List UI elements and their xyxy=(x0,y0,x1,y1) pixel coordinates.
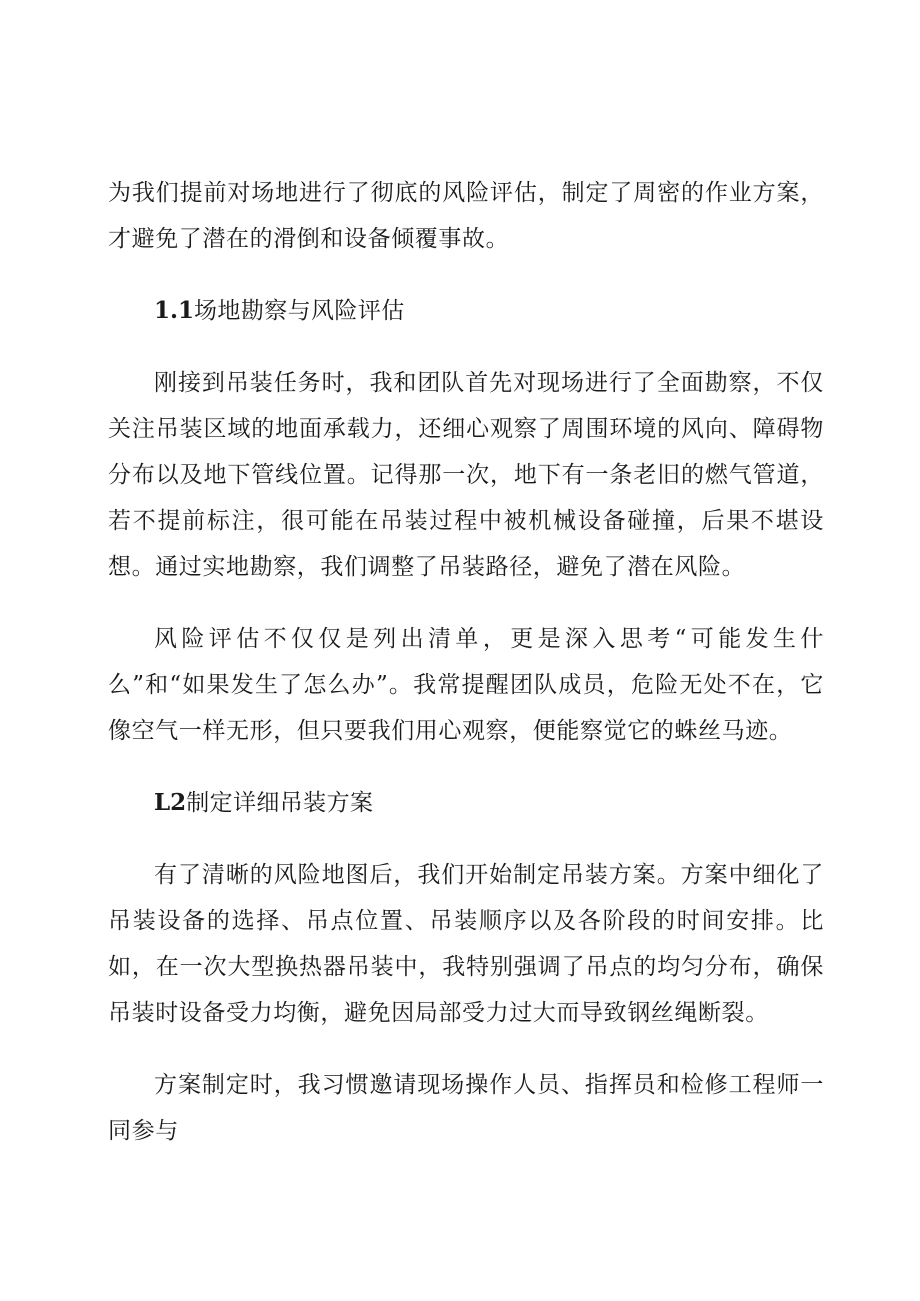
paragraph-gap xyxy=(108,754,824,780)
paragraph-plan-participants: 方案制定时，我习惯邀请现场操作人员、指挥员和检修工程师一同参与 xyxy=(108,1072,824,1144)
paragraph-continuation: 为我们提前对场地进行了彻底的风险评估，制定了周密的作业方案，才避免了潜在的滑倒和设备倾覆事故。 xyxy=(108,180,824,252)
paragraph-site-survey: 刚接到吊装任务时，我和团队首先对现场进行了全面勘察，不仅关注吊装区域的地面承载力，还细心观察了周围环境的风向、障碍物分布以及地下管线位置。记得那一次，地下有一条老旧的燃气管道，若不提前标注，很可能在吊装过程中被机械设备碰撞，后果不堪设想。通过实地勘察，我们调整了吊装路径，避免了潜在风险。 xyxy=(108,370,824,580)
paragraph-gap xyxy=(108,262,824,288)
paragraph-gap xyxy=(108,334,824,360)
section-number: L2 xyxy=(154,789,187,816)
section-title: 场地勘察与风险评估 xyxy=(194,298,405,324)
paragraph-risk-assessment: 风险评估不仅仅是列出清单，更是深入思考“可能发生什么”和“如果发生了怎么办”。我常提醒团队成员，危险无处不在，它像空气一样无形，但只要我们用心观察，便能察觉它的蛛丝马迹。 xyxy=(108,626,824,744)
section-title: 制定详细吊装方案 xyxy=(186,790,374,816)
section-heading-1-1 xyxy=(108,288,824,334)
section-heading-1-2 xyxy=(108,780,824,826)
section-number: 1.1 xyxy=(154,297,195,324)
paragraph-gap xyxy=(108,1036,824,1062)
document-body xyxy=(108,170,824,1154)
paragraph-gap xyxy=(108,826,824,852)
paragraph-lifting-plan: 有了清晰的风险地图后，我们开始制定吊装方案。方案中细化了吊装设备的选择、吊点位置、吊装顺序以及各阶段的时间安排。比如，在一次大型换热器吊装中，我特别强调了吊点的均匀分布，确保吊装时设备受力均衡，避免因局部受力过大而导致钢丝绳断裂。 xyxy=(108,862,824,1026)
paragraph-gap xyxy=(108,590,824,616)
